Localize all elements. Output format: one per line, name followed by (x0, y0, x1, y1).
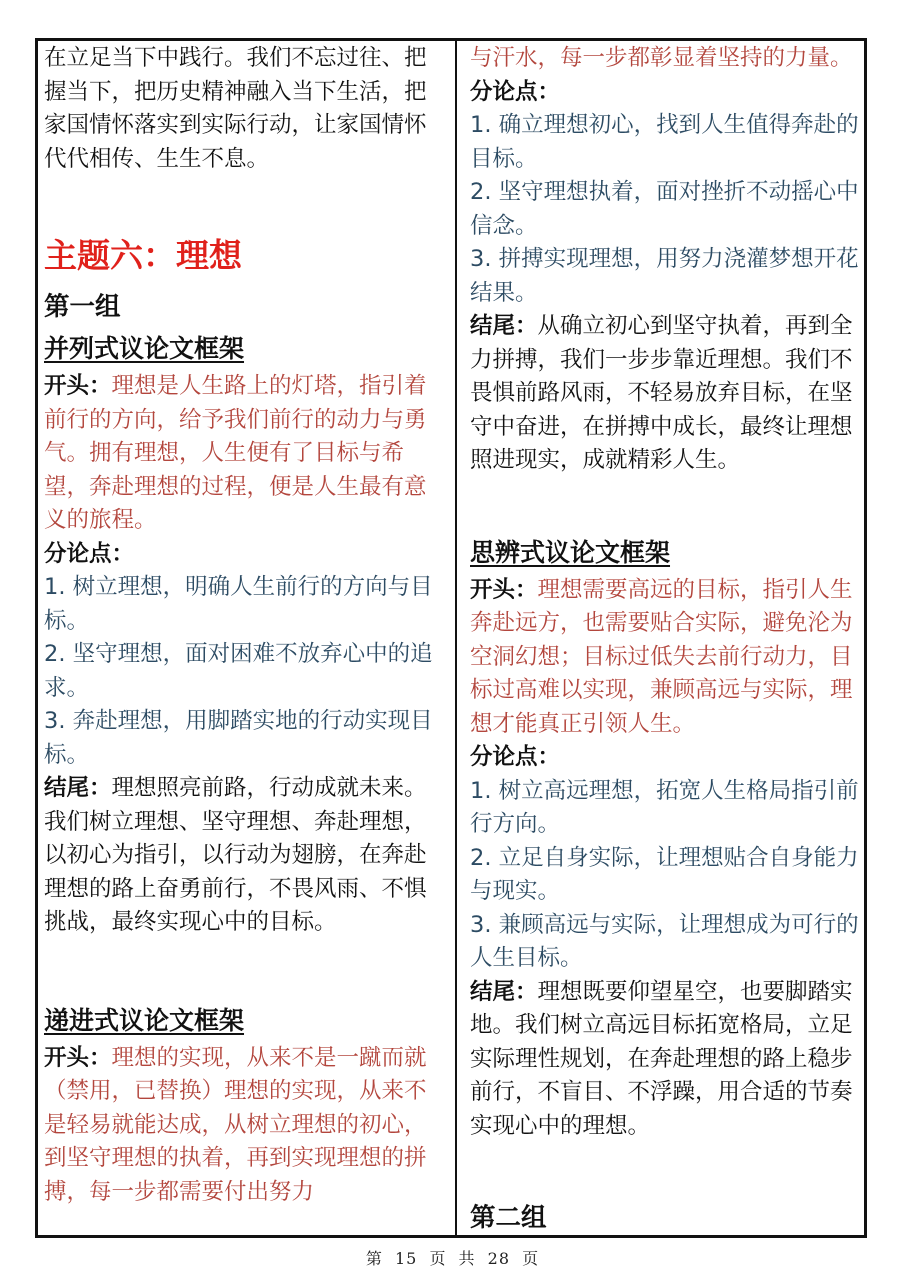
parallel-framework-title: 并列式议论文框架 (44, 334, 245, 363)
point-item: 1. 树立高远理想，拓宽人生格局指引前行方向。 (470, 777, 859, 837)
point-item: 3. 奔赴理想，用脚踏实地的行动实现目标。 (44, 708, 433, 768)
points-label: 分论点： (470, 744, 561, 770)
point-item: 3. 兼顾高远与实际，让理想成为可行的人生目标。 (470, 911, 859, 971)
ending-label: 结尾： (470, 313, 538, 339)
opening-label: 开头： (44, 373, 112, 399)
point-item: 2. 坚守理想执着，面对挫折不动摇心中信念。 (470, 179, 859, 239)
dialectic-ending (470, 976, 862, 1144)
parallel-ending (44, 772, 440, 940)
footer-label: 共 (458, 1249, 476, 1268)
group-title-1: 第一组 (44, 292, 121, 322)
left-column (44, 42, 440, 1209)
points-label: 分论点： (44, 540, 135, 567)
theme-title: 主题六：理想 (44, 236, 242, 275)
dialectic-framework-title: 思辨式议论文框架 (470, 537, 671, 567)
right-column (470, 42, 862, 1235)
parallel-opening (44, 370, 440, 538)
ending-label: 结尾： (470, 978, 538, 1005)
point-item: 1. 确立理想初心，找到人生值得奔赴的目标。 (470, 112, 859, 172)
opening-label: 开头： (44, 1044, 112, 1071)
page-number-current: 15 (394, 1249, 418, 1268)
footer-label: 第 (365, 1249, 383, 1268)
ending-label: 结尾： (44, 775, 112, 801)
column-divider (455, 41, 457, 1235)
ending-text: 从确立初心到坚守执着，再到全力拼搏，我们一步步靠近理想。我们不畏惧前路风雨，不轻易放弃目标，在坚守中奋进，在拼搏中成长，最终让理想照进现实，成就精彩人生。 (470, 313, 853, 473)
point-item: 2. 坚守理想，面对困难不放弃心中的追求。 (44, 641, 433, 701)
progressive-opening (44, 1042, 440, 1210)
opening-text: 理想的实现，从来不是一蹴而就（禁用，已替换）理想的实现，从来不是轻易就能达成，从树立理想的初心，到坚守理想的执着，再到实现理想的拼搏，每一步都需要付出努力 (44, 1044, 427, 1205)
intro-paragraph: 在立足当下中践行。我们不忘过往、把握当下，把历史精神融入当下生活，把家国情怀落实到实际行动，让家国情怀代代相传、生生不息。 (44, 45, 427, 172)
ending-text: 理想照亮前路，行动成就未来。我们树立理想、坚守理想、奔赴理想，以初心为指引，以行动为翅膀，在奔赴理想的路上奋勇前行，不畏风雨、不惧挑战，最终实现心中的目标。 (44, 775, 427, 935)
group-title-2: 第二组 (470, 1203, 547, 1233)
footer-label: 页 (522, 1249, 540, 1268)
page-number-total: 28 (487, 1249, 511, 1268)
footer-label: 页 (429, 1249, 447, 1268)
dialectic-opening (470, 574, 862, 742)
progressive-opening-continued: 与汗水，每一步都彰显着坚持的力量。 (470, 45, 853, 71)
progressive-framework-title: 递进式议论文框架 (44, 1005, 245, 1035)
point-item: 3. 拼搏实现理想，用努力浇灌梦想开花结果。 (470, 246, 859, 306)
points-label: 分论点： (470, 78, 561, 105)
opening-text: 理想需要高远的目标，指引人生奔赴远方，也需要贴合实际，避免沦为空洞幻想；目标过低失去前行动力，目标过高难以实现，兼顾高远与实际，理想才能真正引领人生。 (470, 576, 853, 737)
ending-text: 理想既要仰望星空，也要脚踏实地。我们树立高远目标拓宽格局，立足实际理性规划，在奔赴理想的路上稳步前行，不盲目、不浮躁，用合适的节奏实现心中的理想。 (470, 978, 853, 1139)
opening-label: 开头： (470, 576, 538, 603)
point-item: 2. 立足自身实际，让理想贴合自身能力与现实。 (470, 844, 859, 904)
progressive-ending (470, 310, 862, 478)
opening-text: 理想是人生路上的灯塔，指引着前行的方向，给予我们前行的动力与勇气。拥有理想，人生便有了目标与希望，奔赴理想的过程，便是人生最有意义的旅程。 (44, 373, 427, 533)
page-footer (0, 1246, 905, 1269)
point-item: 1. 树立理想，明确人生前行的方向与目标。 (44, 574, 433, 634)
